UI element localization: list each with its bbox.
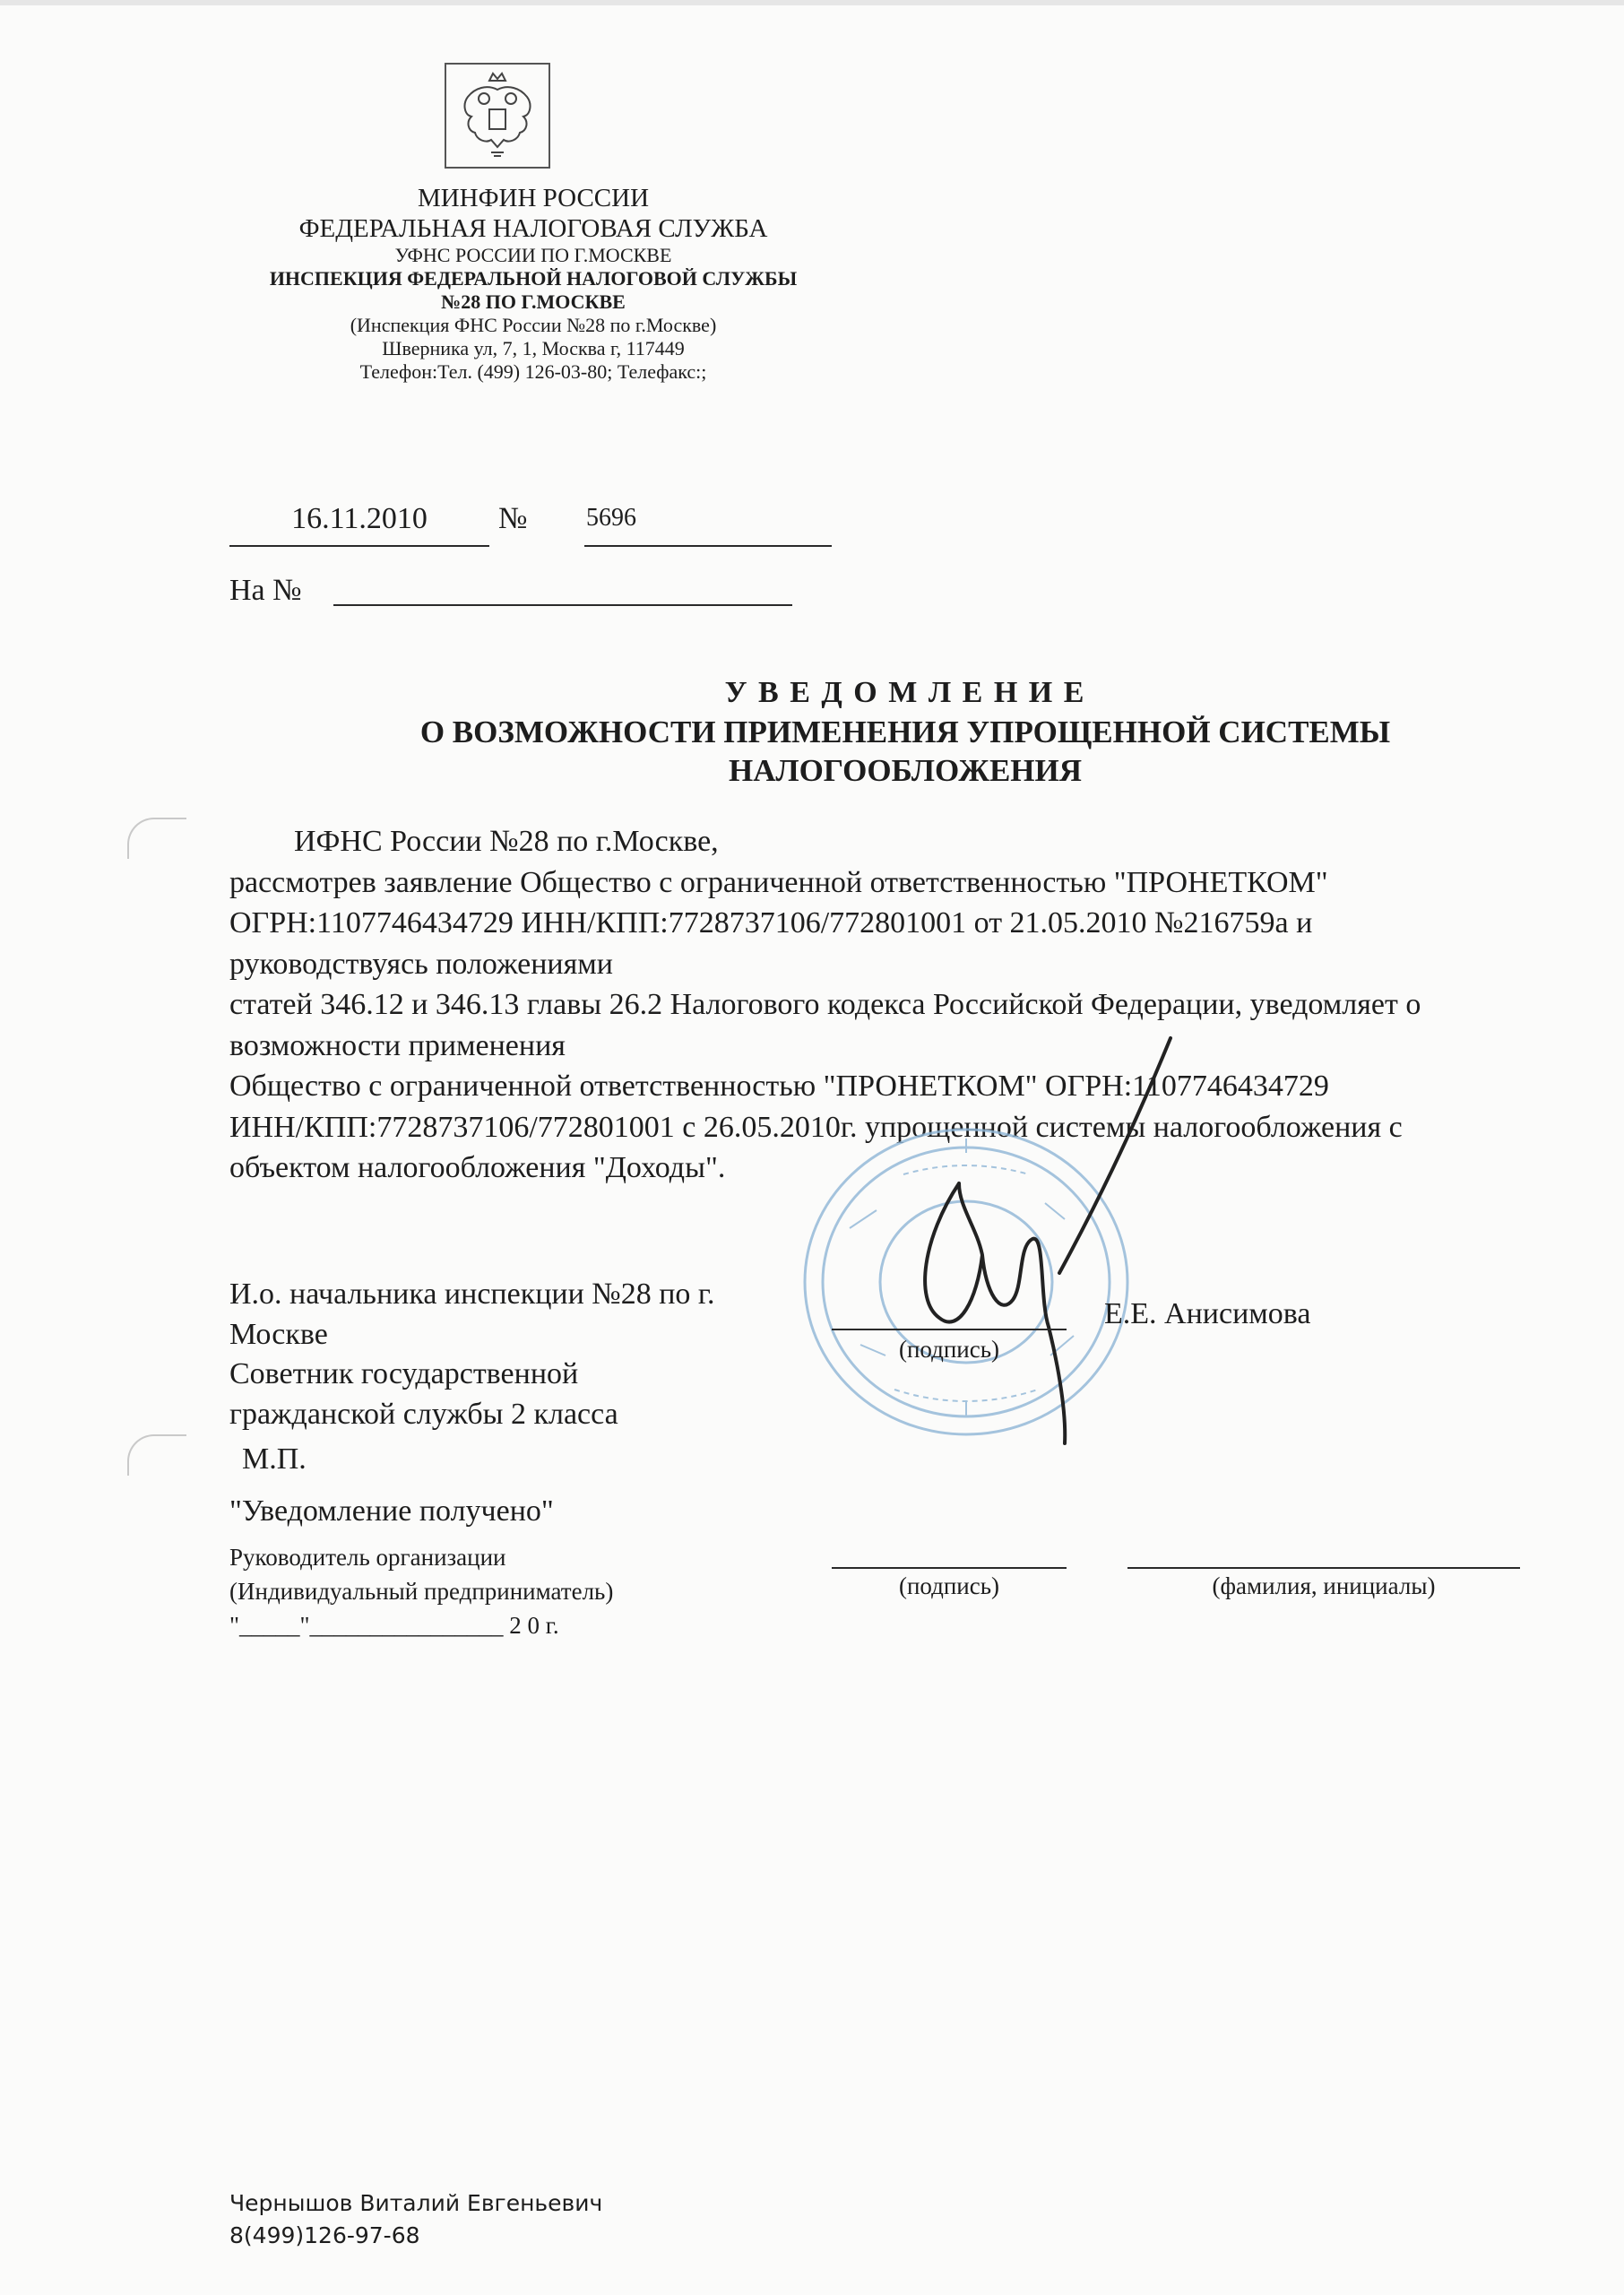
receipt-signature-caption: (подпись) — [898, 1572, 1000, 1599]
body-line: руководствуясь положениями — [229, 947, 613, 981]
inspection-short-name: (Инспекция ФНС России №28 по г.Москве) — [350, 314, 717, 337]
body-line: Общество с ограниченной ответственностью "ПРОНЕТКОМ" ОГРН:1107746434729 — [229, 1070, 1329, 1103]
position-line: Москве — [229, 1317, 328, 1351]
coat-of-arms-icon — [445, 63, 550, 169]
rank-line: гражданской службы 2 класса — [229, 1397, 618, 1431]
inspection-number: №28 ПО Г.МОСКВЕ — [441, 290, 626, 314]
position-line: И.о. начальника инспекции №28 по г. — [229, 1277, 715, 1311]
contact-phone: 8(499)126-97-68 — [229, 2222, 420, 2248]
reply-to-label: На № — [229, 574, 302, 607]
body-line: статей 346.12 и 346.13 главы 26.2 Налогового кодекса Российской Федерации, уведомляет о — [229, 988, 1421, 1021]
signature-caption: (подпись) — [898, 1336, 1000, 1363]
document-title — [323, 674, 1488, 791]
inspection-name: ИНСПЕКЦИЯ ФЕДЕРАЛЬНОЙ НАЛОГОВОЙ СЛУЖБЫ — [269, 267, 798, 290]
inspection-phone: Телефон:Тел. (499) 126-03-80; Телефакс:; — [359, 360, 707, 384]
receipt-name-caption: (фамилия, инициалы) — [1212, 1572, 1436, 1599]
receipt-date-blank: "_____"________________ 2 0 г. — [229, 1612, 559, 1639]
service-name: ФЕДЕРАЛЬНАЯ НАЛОГОВАЯ СЛУЖБА — [298, 214, 768, 244]
reply-to-blank — [333, 567, 792, 606]
punch-hole-mark — [127, 818, 186, 859]
handwritten-signature — [825, 1031, 1201, 1452]
signatory-name: Е.Е. Анисимова — [1104, 1297, 1311, 1330]
ministry-name: МИНФИН РОССИИ — [417, 184, 650, 212]
signature-line — [832, 1298, 1067, 1330]
document-date: 16.11.2010 — [229, 502, 489, 547]
seal-mark: М.П. — [242, 1442, 307, 1476]
number-sign: № — [498, 502, 528, 535]
body-line: рассмотрев заявление Общество с ограниченной ответственностью "ПРОНЕТКОМ" — [229, 865, 1328, 899]
body-line: ИФНС России №28 по г.Москве, — [294, 825, 719, 858]
document-number: 5696 — [584, 504, 832, 547]
inspection-address: Шверника ул, 7, 1, Москва г, 117449 — [382, 337, 685, 360]
body-line: возможности применения — [229, 1028, 566, 1062]
receipt-role — [229, 1540, 613, 1608]
title-subject: О ВОЗМОЖНОСТИ ПРИМЕНЕНИЯ УПРОЩЕННОЙ СИСТЕМЫ — [419, 714, 1391, 749]
receipt-name-line — [1127, 1540, 1520, 1569]
contact-footer — [229, 2187, 602, 2252]
receipt-heading: "Уведомление получено" — [229, 1494, 554, 1528]
body-line: ОГРН:1107746434729 ИНН/КПП:7728737106/772801001 от 21.05.2010 №216759а и — [229, 906, 1313, 940]
body-line: ИНН/КПП:7728737106/772801001 с 26.05.2010г. упрощенной системы налогообложения с — [229, 1110, 1403, 1144]
title-heading: У В Е Д О М Л Е Н И Е — [724, 676, 1086, 709]
scan-edge — [0, 0, 1624, 5]
punch-hole-mark — [127, 1434, 186, 1476]
title-subject-cont: НАЛОГООБЛОЖЕНИЯ — [728, 753, 1083, 789]
body-line: объектом налогообложения "Доходы". — [229, 1151, 726, 1184]
rank-line: Советник государственной — [229, 1357, 579, 1390]
department-name: УФНС РОССИИ ПО Г.МОСКВЕ — [394, 244, 672, 267]
receipt-role-line: Руководитель организации — [229, 1544, 506, 1571]
signatory-position — [229, 1275, 803, 1434]
contact-name: Чернышов Виталий Евгеньевич — [229, 2190, 603, 2216]
letterhead — [224, 183, 842, 384]
receipt-role-line: (Индивидуальный предприниматель) — [229, 1578, 614, 1605]
receipt-signature-line — [832, 1540, 1067, 1569]
